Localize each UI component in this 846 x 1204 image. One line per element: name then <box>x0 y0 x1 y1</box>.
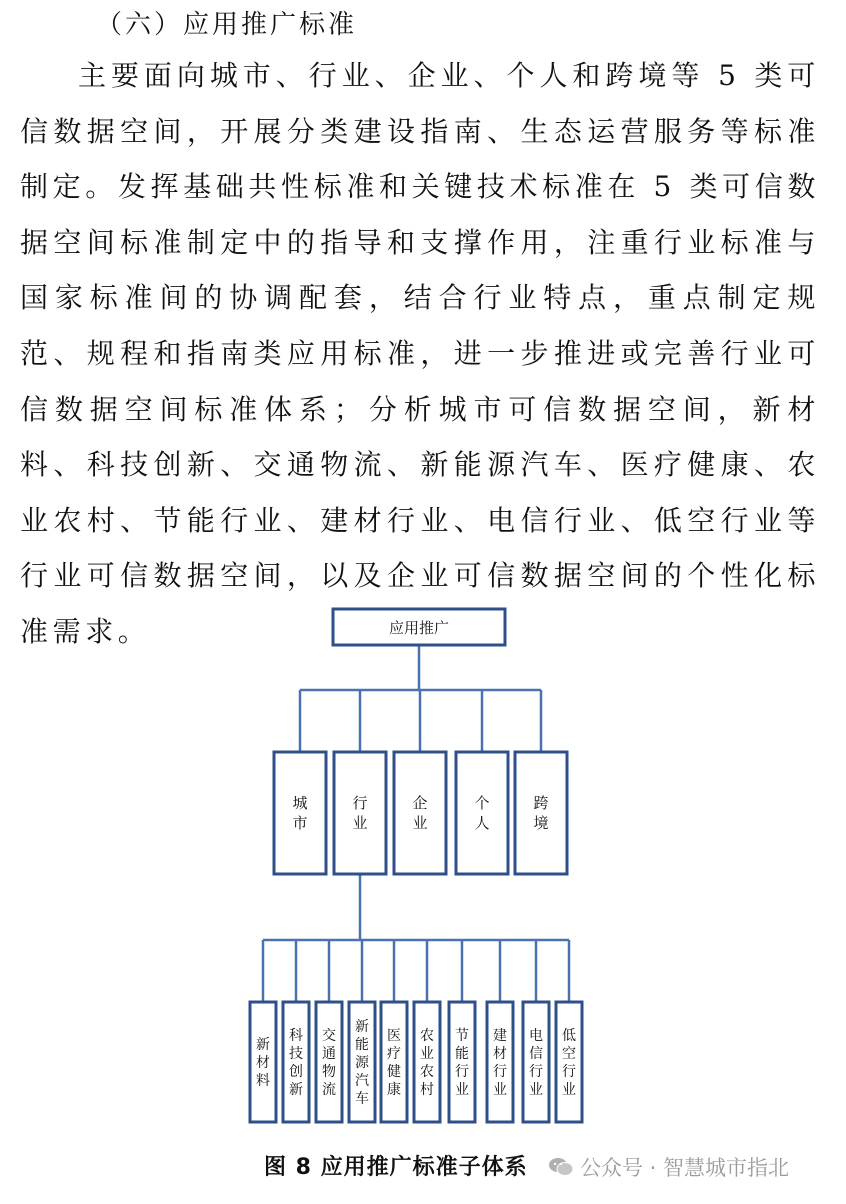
level2-node-box <box>381 1002 407 1122</box>
level2-node <box>316 1002 342 1122</box>
level2-node-box <box>414 1002 440 1122</box>
level2-node <box>414 1002 440 1122</box>
level2-node-label: 电信行业 <box>529 1028 543 1098</box>
level2-node-box <box>283 1002 309 1122</box>
section-paragraph: 主要面向城市、行业、企业、个人和跨境等 5 类可信数据空间，开展分类建设指南、生态运营服务等标准制定。发挥基础共性标准和关键技术标准在 5 类可信数据空间标准制定中的指导和支撑作用，注重行业标准与国家标准间的协调配套，结合行业特点，重点制定规范、规程和指南类应用标准，进一步推进或完善行业可信数据空间标准体系；分析城市可信数据空间，新材料、科技创新、交通物流、新能源汽车、医疗健康、农业农村、节能行业、建材行业、电信行业、低空行业等行业可信数据空间，以及企业可信数据空间的个性化标准需求。 <box>20 59 820 648</box>
level2-node-box <box>449 1002 475 1122</box>
level2-node-box <box>556 1002 582 1122</box>
level2-node-label: 医疗健康 <box>387 1028 401 1098</box>
level1-node-label: 城市 <box>292 794 308 832</box>
level1-node-label: 跨境 <box>533 794 549 832</box>
level2-node-box <box>487 1002 513 1122</box>
level2-node-box <box>523 1002 549 1122</box>
level1-node <box>394 752 446 874</box>
level2-node <box>556 1002 582 1122</box>
level2-node-label: 低空行业 <box>562 1028 576 1098</box>
level1-node-box <box>515 752 567 874</box>
level1-node <box>334 752 386 874</box>
level1-node <box>456 752 508 874</box>
root-node-label: 应用推广 <box>388 619 450 637</box>
level1-node <box>515 752 567 874</box>
level1-nodes <box>274 752 567 874</box>
level2-nodes <box>250 1002 582 1122</box>
level1-node-label: 个人 <box>474 794 490 832</box>
level2-node <box>349 1002 375 1122</box>
standards-tree-diagram <box>0 600 846 1140</box>
level1-node-label: 行业 <box>352 794 368 832</box>
watermark-text: 公众号 · 智慧城市指北 <box>580 1156 790 1180</box>
level2-node-label: 节能行业 <box>455 1028 469 1098</box>
level2-node <box>381 1002 407 1122</box>
level2-node-label: 农业农村 <box>420 1028 434 1098</box>
root-node <box>333 609 505 645</box>
level2-node <box>283 1002 309 1122</box>
level2-node <box>523 1002 549 1122</box>
level1-node-box <box>394 752 446 874</box>
level1-node-box <box>274 752 326 874</box>
level2-node-label: 交通物流 <box>322 1028 336 1098</box>
level2-node-box <box>316 1002 342 1122</box>
level2-node-label: 新能源汽车 <box>355 1019 369 1107</box>
wechat-icon <box>548 1157 574 1177</box>
level2-node <box>449 1002 475 1122</box>
watermark <box>548 1152 789 1182</box>
level2-node-label: 科技创新 <box>289 1028 303 1098</box>
section-heading: （六）应用推广标准 <box>96 10 358 40</box>
level2-node-label: 新材料 <box>256 1037 270 1089</box>
level1-node-label: 企业 <box>412 794 428 832</box>
level2-node-label: 建材行业 <box>493 1028 507 1098</box>
level2-node <box>250 1002 276 1122</box>
level1-node-box <box>334 752 386 874</box>
level2-node <box>487 1002 513 1122</box>
level1-node <box>274 752 326 874</box>
figure-caption: 图 8 应用推广标准子体系 <box>264 1155 528 1180</box>
level1-node-box <box>456 752 508 874</box>
